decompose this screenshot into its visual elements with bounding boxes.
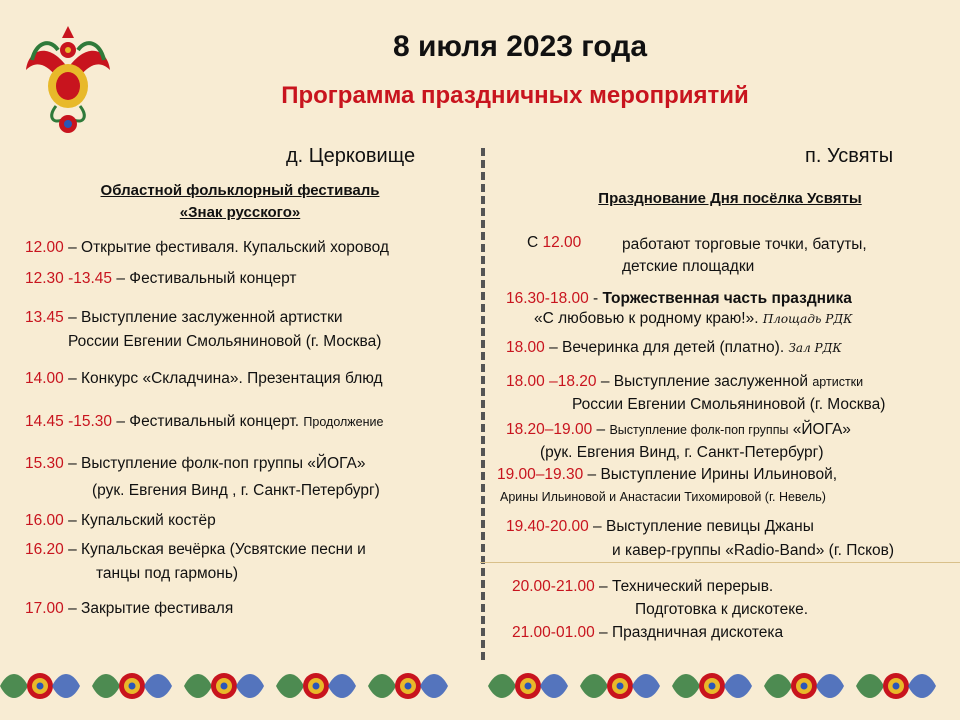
right-event [527, 232, 581, 253]
event-venue: Площадь РДК [762, 312, 853, 326]
event-sep: – [594, 624, 612, 641]
left-event-cont: (рук. Евгения Винд , г. Санкт-Петербург) [92, 482, 380, 499]
page-subtitle: Программа праздничных мероприятий [281, 82, 749, 109]
event-text: Выступление заслуженной [613, 373, 809, 390]
right-event [506, 516, 814, 537]
right-event [512, 622, 783, 643]
event-time: 14.00 [25, 370, 64, 387]
event-sep: – [592, 421, 610, 438]
left-event [25, 307, 343, 328]
right-event-cont: детские площадки [622, 258, 755, 275]
event-text: Технический перерыв. [611, 578, 774, 595]
left-event [25, 510, 216, 531]
page-title: 8 июля 2023 года [392, 30, 648, 63]
right-event-cont: России Евгении Смольяниновой (г. Москва) [572, 396, 886, 413]
event-text: Торжественная часть праздника [602, 290, 852, 307]
event-text: Фестивальный концерт. [129, 413, 300, 430]
right-event-cont: и кавер-группы «Radio-Band» (г. Псков) [612, 542, 895, 559]
event-time: 19.40-20.00 [506, 518, 589, 535]
event-sep: – [112, 413, 130, 430]
event-sep: – [63, 512, 82, 529]
event-time: 16.30-18.00 [506, 290, 589, 307]
event-text: Выступление певицы Джаны [605, 518, 814, 535]
event-venue: Зал РДК [788, 341, 842, 355]
event-time: 12.00 [542, 234, 582, 251]
event-text: Купальская вечёрка (Усвятские песни и [81, 541, 366, 558]
right-event-cont: Подготовка к дискотеке. [635, 601, 809, 618]
event-sep: – [583, 466, 601, 483]
festival-title-line1: Областной фольклорный фестиваль [100, 182, 380, 199]
festival-title-line2: «Знак русского» [179, 204, 301, 221]
event-sep: – [63, 455, 82, 472]
event-time: 18.20–19.00 [506, 421, 593, 438]
event-time: 18.00 [506, 339, 545, 356]
right-event [506, 288, 852, 309]
right-event [497, 464, 837, 485]
event-sep: – [544, 339, 563, 356]
event-time: 12.00 [25, 239, 64, 256]
event-time: 17.00 [25, 600, 64, 617]
event-sep: – [63, 370, 82, 387]
event-time: 14.45 -15.30 [25, 413, 113, 430]
event-small: Выступление фолк-поп группы [609, 423, 789, 437]
column-divider [481, 148, 485, 660]
event-text: Фестивальный концерт [129, 270, 297, 287]
right-event-cont: Арины Ильиновой и Анастасии Тихомировой (г. Невель) [500, 490, 826, 504]
event-text: Закрытие фестиваля [81, 600, 234, 617]
event-sep: – [588, 518, 606, 535]
event-text: Конкурс «Складчина». Презентация блюд [81, 370, 383, 387]
event-text: Открытие фестиваля. Купальский хоровод [81, 239, 389, 256]
right-event [506, 419, 851, 441]
event-text: «ЙОГА» [792, 421, 851, 438]
left-event [25, 237, 389, 258]
right-event [506, 337, 842, 359]
event-time: 15.30 [25, 455, 64, 472]
event-small: Продолжение [303, 415, 384, 429]
left-event [25, 539, 366, 560]
event-text: Праздничная дискотека [611, 624, 784, 641]
event-sep: – [63, 239, 82, 256]
event-sep: – [596, 373, 614, 390]
left-event-cont: России Евгении Смольяниновой (г. Москва) [68, 333, 382, 350]
left-event [25, 598, 233, 619]
left-event [25, 268, 297, 289]
event-time: 12.30 -13.45 [25, 270, 113, 287]
event-text: Выступление фолк-поп группы «ЙОГА» [81, 455, 366, 472]
right-event-cont: (рук. Евгения Винд, г. Санкт-Петербург) [540, 444, 824, 461]
left-event [25, 453, 365, 474]
floral-ornament-left [0, 662, 465, 710]
event-time: 18.00 –18.20 [506, 373, 597, 390]
left-place-heading: д. Церковище [286, 145, 416, 167]
right-event-text: работают торговые точки, батуты, [622, 236, 867, 253]
right-event [512, 576, 773, 597]
floral-ornament-right [488, 662, 960, 710]
celebration-title: Празднование Дня посёлка Усвяты [598, 190, 862, 207]
event-time: 16.20 [25, 541, 64, 558]
left-event-cont: танцы под гармонь) [96, 565, 239, 582]
event-text: Купальский костёр [81, 512, 216, 529]
right-place-heading: п. Усвяты [805, 145, 894, 167]
event-time: 19.00–19.30 [497, 466, 584, 483]
event-sep: – [63, 309, 82, 326]
event-text: Выступление заслуженной артистки [81, 309, 343, 326]
left-event [25, 411, 383, 433]
event-text: Вечеринка для детей (платно). [562, 339, 785, 356]
event-sep: - [588, 290, 603, 307]
event-small: артистки [812, 375, 864, 389]
event-sep: – [112, 270, 130, 287]
right-divider-line [480, 562, 960, 563]
event-sep: – [63, 541, 82, 558]
right-event-cont [534, 308, 852, 330]
event-text: Выступление Ирины Ильиновой, [600, 466, 838, 483]
event-sep: – [63, 600, 82, 617]
event-time: 21.00-01.00 [512, 624, 595, 641]
festival-title [40, 180, 440, 224]
event-sep: – [594, 578, 612, 595]
event-prefix: С [527, 234, 543, 251]
event-time: 13.45 [25, 309, 64, 326]
event-time: 20.00-21.00 [512, 578, 595, 595]
left-event [25, 368, 383, 389]
right-event [506, 371, 863, 393]
event-text2: «С любовью к родному краю!». [534, 310, 759, 327]
event-time: 16.00 [25, 512, 64, 529]
